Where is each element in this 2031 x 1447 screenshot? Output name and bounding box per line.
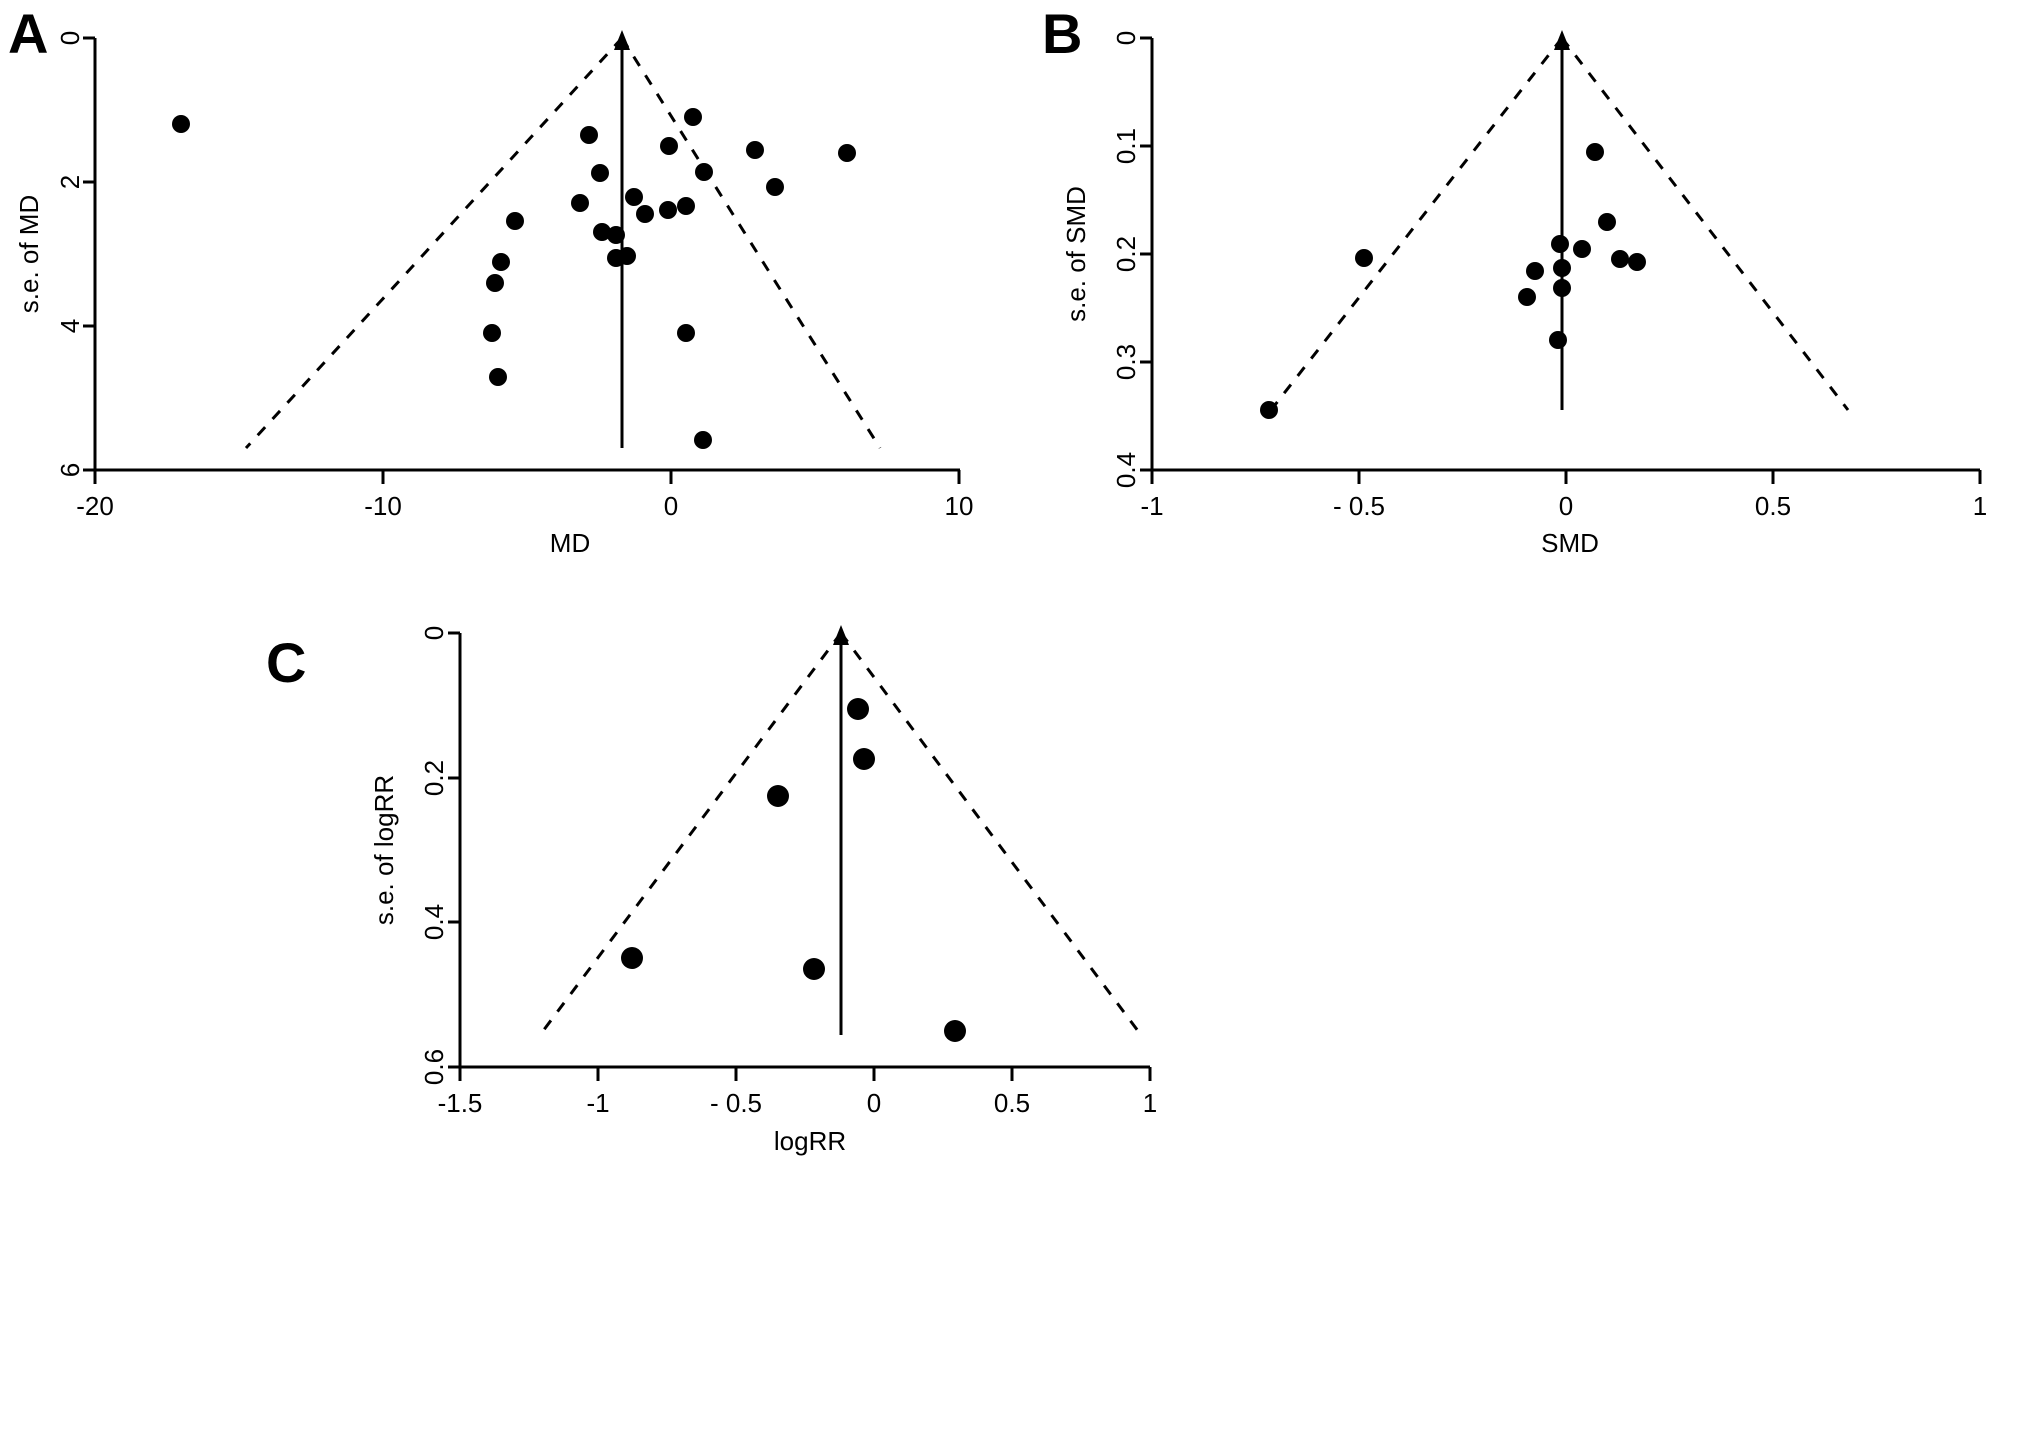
panel-b-ytick-1: 0.1 [1110,127,1141,165]
panel-a-data-points [172,108,856,449]
panel-a-ytick-0: 0 [54,30,85,46]
panel-c-xtick-1: -1 [586,1088,610,1118]
data-point [695,163,713,181]
panel-b-ytick-0: 0 [1110,30,1141,46]
panel-a-ytick-1: 2 [54,174,85,190]
data-point [1598,213,1616,231]
data-point [1553,259,1571,277]
panel-a-y-axis-title: s.e. of MD [14,194,44,314]
panel-c-y-ticks [419,626,460,1085]
data-point [607,226,625,244]
panel-c-y-axis-title: s.e. of logRR [369,774,399,926]
panel-b-xtick-3: 0.5 [1754,491,1792,521]
panel-c-xtick-2: - 0.5 [709,1088,763,1118]
panel-c-ytick-1: 0.2 [418,759,449,797]
data-point [944,1020,966,1042]
data-point [677,324,695,342]
panel-b-funnel-lines [1271,38,1848,410]
panel-b-y-ticks [1111,31,1152,488]
panel-b-x-axis-title: SMD [1541,528,1599,558]
panel-a-xtick-3: 10 [944,491,974,521]
panel-a-ytick-3: 6 [54,462,85,478]
data-point [838,144,856,162]
panel-b-plot [1030,0,2030,560]
data-point [1611,250,1629,268]
data-point [489,368,507,386]
panel-a-xtick-0: -20 [76,491,114,521]
data-point [660,137,678,155]
data-point [607,249,625,267]
panel-a-plot [0,0,1000,560]
data-point [746,141,764,159]
data-point [853,748,875,770]
data-point [766,178,784,196]
panel-c-ytick-3: 0.6 [418,1048,449,1086]
panel-b-ytick-3: 0.3 [1110,343,1141,381]
data-point [591,164,609,182]
data-point [1628,253,1646,271]
data-point [684,108,702,126]
panel-a-x-ticks [76,470,973,521]
data-point [767,785,789,807]
data-point [621,947,643,969]
panel-a-letter: A [8,2,49,65]
panel-b-ytick-2: 0.2 [1110,235,1141,273]
panel-a-y-ticks [55,31,95,477]
panel-c-ytick-2: 0.4 [418,903,449,941]
panel-c-data-points [621,698,966,1042]
data-point [659,201,677,219]
data-point [506,212,524,230]
panel-a-xtick-2: 0 [663,491,679,521]
panel-c-xtick-0: -1.5 [437,1088,483,1118]
data-point [625,188,643,206]
panel-c-apex-arrow-icon [833,625,849,645]
panel-c-letter: C [266,631,307,694]
panel-a-x-axis-title: MD [549,528,591,558]
data-point [172,115,190,133]
panel-c-x-ticks [438,1067,1158,1118]
panel-b-xtick-4: 1 [1972,491,1988,521]
data-point [636,205,654,223]
data-point [492,253,510,271]
data-point [1518,288,1536,306]
panel-c-ytick-0: 0 [418,625,449,641]
panel-b-y-axis-title: s.e. of SMD [1061,186,1091,322]
data-point [1355,249,1373,267]
panel-c-xtick-5: 1 [1142,1088,1158,1118]
panel-c-x-axis-title: logRR [773,1126,847,1156]
data-point [571,194,589,212]
data-point [1526,262,1544,280]
panel-b-xtick-2: 0 [1558,491,1574,521]
panel-b-x-ticks [1140,470,1987,521]
data-point [1551,235,1569,253]
data-point [483,324,501,342]
panel-c-xtick-4: 0.5 [993,1088,1031,1118]
data-point [1260,401,1278,419]
panel-b-xtick-1: - 0.5 [1332,491,1386,521]
panel-c-xtick-3: 0 [866,1088,882,1118]
panel-b-apex-arrow-icon [1554,30,1570,50]
panel-b-ytick-4: 0.4 [1110,451,1141,489]
data-point [1553,279,1571,297]
data-point [694,431,712,449]
data-point [486,274,504,292]
panel-a-xtick-1: -10 [364,491,402,521]
data-point [1549,331,1567,349]
panel-b-data-points [1260,143,1646,419]
panel-a [0,0,1000,560]
panel-a-ytick-2: 4 [54,318,85,334]
data-point [677,197,695,215]
panel-a-apex-arrow-icon [614,30,630,50]
panel-b-letter: B [1042,2,1083,65]
panel-a-funnel-lines [246,38,880,448]
panel-c [250,625,1450,1445]
panel-c-plot [250,625,1450,1445]
data-point [580,126,598,144]
panel-b [1030,0,2030,560]
data-point [803,958,825,980]
data-point [847,698,869,720]
data-point [1586,143,1604,161]
data-point [1573,240,1591,258]
panel-b-xtick-0: -1 [1140,491,1164,521]
